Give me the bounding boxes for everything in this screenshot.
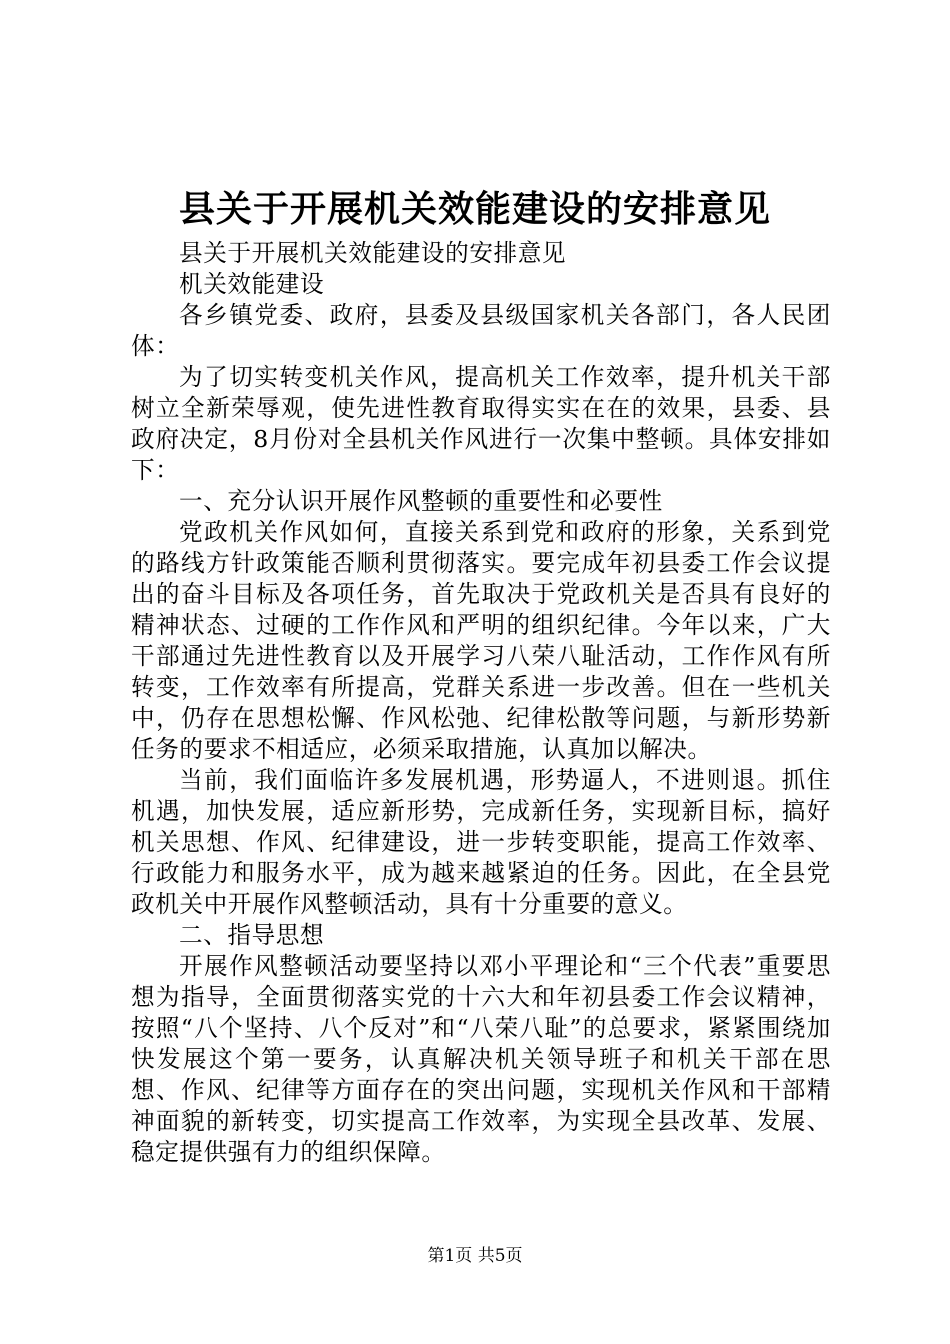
body-paragraph: 当前，我们面临许多发展机遇，形势逼人，不进则退。抓住机遇，加快发展，适应新形势，完成新任务，实现新目标，搞好机关思想、作风、纪律建设，进一步转变职能，提高工作效率、行政能力和服务水平，成为越来越紧迫的任务。因此，在全县党政机关中开展作风整顿活动，具有十分重要的意义。 bbox=[131, 766, 831, 918]
page-footer: 第1页 共5页 bbox=[427, 1246, 523, 1266]
body-paragraph: 开展作风整顿活动要坚持以邓小平理论和“三个代表”重要思想为指导，全面贯彻落实党的十六大和年初县委工作会议精神，按照“八个坚持、八个反对”和“八荣八耻”的总要求，紧紧围绕加快发展这个第一要务，认真解决机关领导班子和机关干部在思想、作风、纪律等方面存在的突出问题，实现机关作风和干部精神面貌的新转变，切实提高工作效率，为实现全县改革、发展、稳定提供强有力的组织保障。 bbox=[131, 952, 831, 1166]
section-heading-2: 二、指导思想 bbox=[179, 921, 325, 949]
keyword-paragraph: 机关效能建设 bbox=[179, 270, 325, 298]
body-paragraph: 党政机关作风如何，直接关系到党和政府的形象，关系到党的路线方针政策能否顺利贯彻落实。要完成年初县委工作会议提出的奋斗目标及各项任务，首先取决于党政机关是否具有良好的精神状态、过硬的工作作风和严明的组织纪律。今年以来，广大干部通过先进性教育以及开展学习八荣八耻活动，工作作风有所转变，工作效率有所提高，党群关系进一步改善。但在一些机关中，仍存在思想松懈、作风松弛、纪律松散等问题，与新形势新任务的要求不相适应，必须采取措施，认真加以解决。 bbox=[131, 518, 831, 763]
page-title: 县关于开展机关效能建设的安排意见 bbox=[178, 188, 771, 230]
salutation-paragraph: 各乡镇党委、政府，县委及县级国家机关各部门，各人民团体： bbox=[131, 301, 831, 360]
section-heading-1: 一、充分认识开展作风整顿的重要性和必要性 bbox=[179, 487, 663, 515]
document-body bbox=[131, 238, 831, 1168]
subtitle-paragraph: 县关于开展机关效能建设的安排意见 bbox=[179, 239, 567, 267]
intro-paragraph: 为了切实转变机关作风，提高机关工作效率，提升机关干部树立全新荣辱观，使先进性教育取得实实在在的效果，县委、县政府决定，8月份对全县机关作风进行一次集中整顿。具体安排如下： bbox=[131, 363, 831, 484]
